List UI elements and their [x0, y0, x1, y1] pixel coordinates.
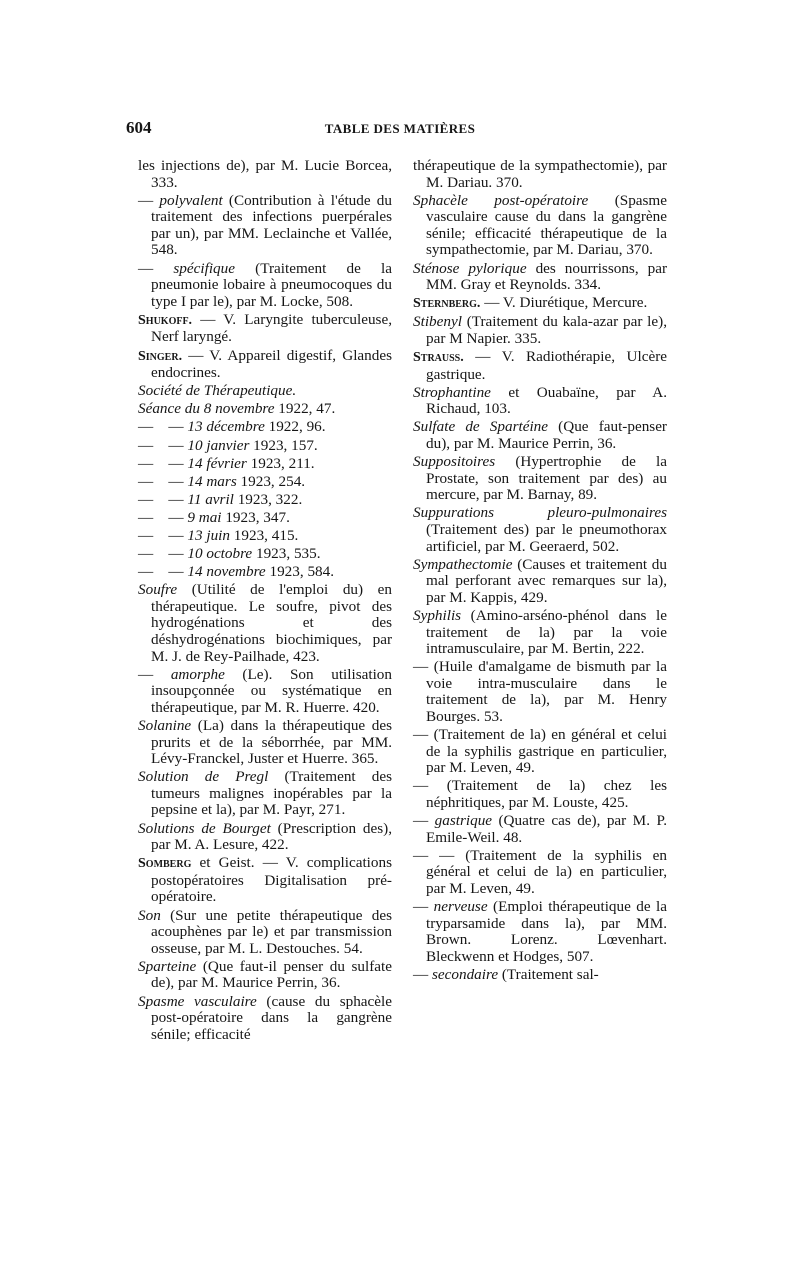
index-entry-term: spécifique — [173, 259, 235, 277]
index-entry — [138, 312, 392, 346]
index-entry — [413, 813, 667, 846]
index-entry-term: Sténose pylorique — [413, 259, 527, 277]
index-entry — [138, 769, 392, 819]
index-entry-term: polyvalent — [159, 191, 223, 209]
index-entry-term: Société de Thérapeutique. — [138, 382, 297, 400]
index-entry-text: (Prescription des), par M. A. Lesure, 422. — [151, 819, 392, 854]
index-entry — [138, 528, 392, 545]
index-entry-text: (Traitement de la) chez les néphritiques, par M. Louste, 425. — [426, 777, 668, 811]
index-entry-term: nerveuse — [433, 898, 488, 916]
running-title: TABLE DES MATIÈRES — [324, 121, 476, 136]
index-entry — [413, 295, 667, 313]
index-entry-term: Spasme vasculaire — [138, 992, 257, 1010]
index-entry — [413, 193, 667, 259]
index-entry-text: (Traitement du kala-azar par le), par M Napier. 335. — [426, 313, 667, 347]
index-entry-term: Stibenyl — [413, 313, 462, 331]
index-entry-term: Shukoff. — [138, 312, 193, 328]
index-entry-text: (Utilité de l'emploi du) en thérapeutique. Le soufre, pivot des hydrogénations et des déshydrogénations biochimiques, par M. J. de Rey-Pailhade, 423. — [151, 581, 392, 665]
index-entry-ditto: — — [138, 259, 174, 277]
index-entry-text: (Contribution à l'étude du traitement des infections puerpérales par un), par MM. Leclainche et Vallée, 548. — [151, 191, 392, 259]
index-entry — [138, 261, 392, 311]
index-entry-term: gastrique — [434, 812, 493, 830]
index-entry-text: — V. Laryngite tuberculeuse, Nerf laryngé. — [151, 310, 392, 346]
index-entry-term: Solution de Pregl — [138, 768, 269, 786]
index-entry-text: — V. Appareil digestif, Glandes endocrines. — [151, 346, 392, 382]
index-entry-text: (Traitement sal- — [498, 965, 599, 983]
index-entry-text: (Traitement des) par le pneumothorax artificiel, par M. Geeraerd, 502. — [426, 520, 667, 555]
index-entry-term: Son — [138, 906, 161, 924]
index-entry-text: (La) dans la thérapeutique des prurits et de la séborrhée, par MM. Lévy-Franckel, Juster et Huerre. 365. — [151, 717, 392, 768]
index-entry — [413, 899, 667, 965]
index-entry-term: Sternberg. — [413, 296, 481, 312]
index-entry-text: (Le). Son utilisation insoupçonnée ou systématique en thérapeutique, par M. R. Huerre. 420. — [151, 665, 392, 716]
index-entry-text: (Sur une petite thérapeutique des acouphènes par le) et par transmission osseuse, par M. L. Destouches. 54. — [151, 906, 392, 957]
index-entry-ditto: — — — [138, 490, 188, 508]
index-entry-ditto: — — [413, 965, 432, 983]
index-entry-ditto: — — [413, 812, 435, 830]
index-entry — [413, 419, 667, 452]
index-entry-ditto: — — — [138, 472, 188, 490]
index-entry-text: (Amino-arséno-phénol dans le traitement de la) par la voie intramusculaire, par M. Bertin, 222. — [426, 606, 667, 658]
index-entry — [138, 564, 392, 581]
index-entry-term: Solanine — [138, 717, 192, 734]
index-entry — [413, 385, 667, 418]
index-entry-text: — V. Radiothérapie, Ulcère gastrique. — [426, 348, 667, 383]
index-entry — [413, 659, 667, 725]
index-entry — [413, 505, 667, 555]
index-entry-term: 14 février — [187, 454, 247, 472]
index-entry-ditto: — — [138, 665, 171, 683]
index-entry-text: des nourrissons, par MM. Gray et Reynolds. 334. — [426, 259, 668, 294]
index-entry — [138, 193, 392, 259]
index-entry — [413, 557, 667, 607]
index-entry-ditto: — — [413, 777, 447, 795]
index-entry — [138, 908, 392, 958]
index-entry — [138, 667, 392, 717]
index-entry-text: 1922, 47. — [274, 400, 336, 418]
index-column-left — [138, 158, 392, 1045]
index-entry-text: (Quatre cas de), par M. P. Emile-Weil. 48. — [426, 812, 668, 846]
index-entry-text: (Traitement de la syphilis en général et celui de la) en particulier, par M. Leven, 49. — [426, 846, 667, 897]
index-entry-ditto: — — [413, 726, 434, 744]
index-entry-term: Suppositoires — [413, 453, 496, 471]
index-entry-text: 1923, 347. — [221, 508, 290, 526]
index-entry-text: (Que faut-il penser du sulfate de), par M. Maurice Perrin, 36. — [151, 957, 392, 992]
index-entry-term: Séance du 8 novembre — [138, 400, 275, 418]
index-column-right — [413, 158, 667, 985]
index-entry-term: Soufre — [138, 581, 178, 599]
page-number: 604 — [126, 118, 152, 137]
index-entry-text: (Huile d'amalgame de bismuth par la voie intra-musculaire dans le traitement de la), par M. Henry Bourges. 53. — [426, 658, 667, 725]
index-entry — [138, 959, 392, 992]
index-entry-term: Strophantine — [413, 383, 491, 401]
index-entry-ditto: — — — [138, 454, 188, 472]
index-entry-term: 13 juin — [187, 526, 230, 544]
index-entry-term: 11 avril — [187, 490, 234, 508]
index-entry-text: 1923, 157. — [249, 436, 318, 454]
index-entry-text: les injections de), par M. Lucie Borcea, 333. — [138, 157, 392, 191]
index-entry-ditto: — — [413, 898, 434, 916]
index-entry-term: 10 octobre — [187, 545, 253, 563]
index-entry — [138, 855, 392, 906]
index-entry — [413, 967, 667, 984]
index-entry — [413, 158, 667, 191]
index-entry — [138, 158, 392, 191]
index-entry — [138, 994, 392, 1044]
index-entry-term: Sympathectomie — [413, 555, 513, 573]
index-entry-term: Singer. — [138, 348, 183, 364]
index-entry-text: 1923, 535. — [252, 545, 321, 563]
index-entry-text: (Hypertrophie de la Prostate, son traitement par des) au mercure, par M. Barnay, 89. — [426, 453, 667, 504]
index-entry-term: Strauss. — [413, 350, 464, 366]
index-entry-ditto: — — — [138, 563, 188, 581]
index-entry — [138, 474, 392, 491]
index-entry — [413, 778, 667, 811]
index-entry-text: — V. Diurétique, Mercure. — [480, 294, 648, 312]
index-entry-ditto: — — [413, 658, 434, 676]
index-entry-text: 1923, 211. — [246, 454, 315, 472]
index-entry-ditto: — — — [138, 418, 188, 436]
index-entry-term: Sphacèle post-opératoire — [413, 191, 589, 209]
index-entry — [413, 314, 667, 347]
index-entry-ditto: — — — [138, 436, 188, 454]
index-entry-text: (Que faut-penser du), par M. Maurice Perrin, 36. — [426, 418, 667, 452]
index-entry-ditto: — — — [138, 526, 188, 544]
index-entry-ditto: — — [138, 191, 160, 209]
index-entry — [413, 608, 667, 658]
index-entry — [413, 727, 667, 777]
index-entry-text: (Emploi thérapeutique de la tryparsamide dans la), par MM. Brown. Lorenz. Lœvenhart. Bleckwenn et Hodges, 507. — [426, 898, 667, 965]
index-entry — [138, 438, 392, 455]
index-entry-term: Sulfate de Spartéine — [413, 418, 549, 436]
index-entry-text: (Spasme vasculaire cause du dans la gangrène sénile; efficacité thérapeutique de la sympathectomie, par M. Dariau, 370. — [426, 191, 667, 259]
index-entry-ditto: — — — [413, 846, 466, 864]
index-entry-term: Sparteine — [138, 957, 197, 975]
index-entry-text: (Traitement de la pneumonie lobaire à pneumocoques du type I par le), par M. Locke, 508. — [151, 259, 392, 310]
index-entry — [413, 848, 667, 898]
index-entry-text: (Traitement des tumeurs malignes inopérables par la pepsine et la), par M. Payr, 271. — [151, 768, 392, 819]
index-entry — [138, 821, 392, 854]
index-entry-term: amorphe — [170, 665, 225, 683]
index-entry-text: et Ouabaïne, par A. Richaud, 103. — [426, 383, 667, 418]
index-entry-term: Somberg — [138, 856, 192, 872]
index-entry-ditto: — — — [138, 545, 188, 563]
index-entry-text: (Causes et traitement du mal perforant avec remarques sur la), par M. Kappis, 429. — [426, 555, 667, 606]
index-entry — [138, 419, 392, 436]
index-entry-term: Solutions de Bourget — [138, 819, 271, 837]
index-entry-term: 9 mai — [187, 508, 222, 526]
index-entry-text: thérapeutique de la sympathectomie), par M. Dariau. 370. — [413, 157, 667, 191]
index-entry — [138, 383, 392, 400]
index-entry — [413, 261, 667, 294]
index-entry-text: 1923, 584. — [265, 563, 335, 581]
index-entry-text: (cause du sphacèle post-opératoire dans la gangrène sénile; efficacité — [151, 992, 392, 1043]
index-entry-term: Suppurations pleuro-pulmonaires — [413, 504, 667, 522]
index-entry — [413, 454, 667, 504]
index-entry-text: 1922, 96. — [264, 418, 326, 436]
index-entry — [138, 348, 392, 382]
index-entry-text: 1923, 415. — [229, 526, 299, 544]
index-entry-text: et Geist. — V. complications postopératoires Digitalisation pré-opératoire. — [151, 854, 392, 906]
index-entry — [138, 492, 392, 509]
index-entry — [138, 401, 392, 418]
index-entry-text: 1923, 254. — [236, 472, 306, 490]
running-header — [0, 118, 800, 144]
index-entry — [138, 582, 392, 665]
index-entry-term: 14 mars — [187, 472, 237, 490]
index-entry-text: 1923, 322. — [233, 490, 303, 508]
index-entry-text: (Traitement de la) en général et celui de la syphilis gastrique en particulier, par M. Leven, 49. — [426, 726, 668, 777]
index-entry-ditto: — — — [138, 508, 188, 526]
index-entry-term: Syphilis — [413, 606, 462, 624]
index-entry — [138, 718, 392, 768]
index-entry — [413, 349, 667, 383]
index-entry-term: 14 novembre — [187, 563, 266, 581]
index-entry-term: 13 décembre — [187, 418, 265, 436]
index-entry-term: secondaire — [431, 965, 499, 983]
index-entry-term: 10 janvier — [187, 436, 250, 454]
index-entry — [138, 510, 392, 527]
index-entry — [138, 456, 392, 473]
index-entry — [138, 546, 392, 563]
